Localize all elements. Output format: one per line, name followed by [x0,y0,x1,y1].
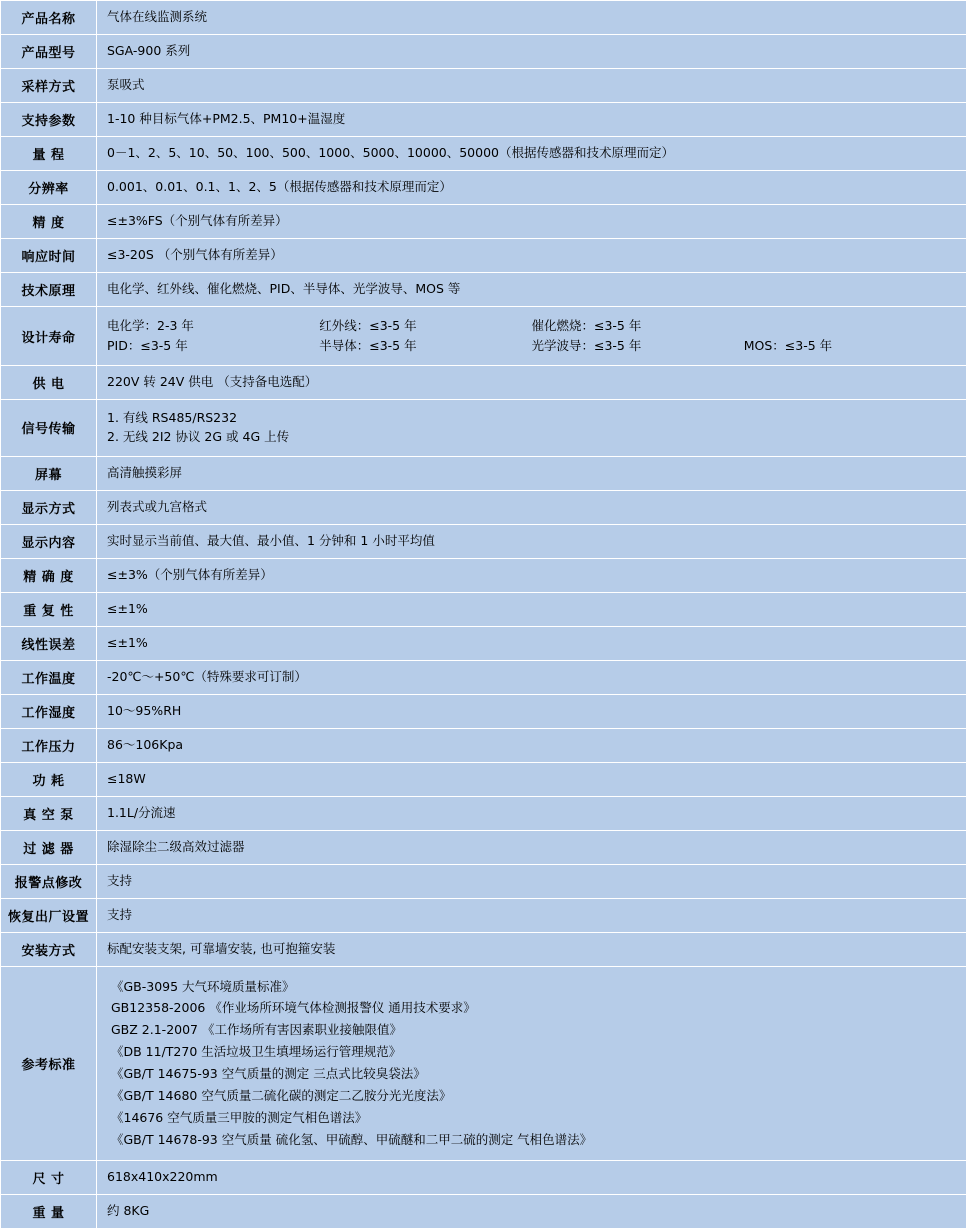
design-life-row [107,316,956,336]
row-value: 电化学、红外线、催化燃烧、PID、半导体、光学波导、MOS 等 [97,273,967,307]
row-label: 安装方式 [1,932,97,966]
table-row [1,35,967,69]
row-label: 产品名称 [1,1,97,35]
design-life-cell: MOS：≤3-5 年 [743,338,833,353]
table-row [1,728,967,762]
row-label: 显示内容 [1,524,97,558]
design-life-row [107,336,956,356]
row-value: ≤±3%（个别气体有所差异） [97,558,967,592]
table-row [1,864,967,898]
row-label: 线性误差 [1,626,97,660]
table-row [1,1194,967,1228]
row-value: 泵吸式 [97,69,967,103]
row-label: 量 程 [1,137,97,171]
table-row [1,524,967,558]
row-label: 技术原理 [1,273,97,307]
design-life-cell [744,316,956,336]
standard-line: GBZ 2.1-2007 《工作场所有害因素职业接触限值》 [111,1022,402,1038]
row-label: 信号传输 [1,400,97,457]
row-value: ≤18W [97,762,967,796]
row-value: ≤±1% [97,592,967,626]
table-row [1,69,967,103]
design-life-cell: 催化燃烧：≤3-5 年 [531,318,642,333]
row-label: 供 电 [1,366,97,400]
standard-line: 《GB-3095 大气环境质量标准》 [111,978,295,994]
spec-table-body [1,1,967,1229]
row-value: 实时显示当前值、最大值、最小值、1 分钟和 1 小时平均值 [97,524,967,558]
signal-line: 1. 有线 RS485/RS232 [107,410,238,425]
design-life-cell: 光学波导：≤3-5 年 [531,338,642,353]
row-label: 工作温度 [1,660,97,694]
row-label: 过 滤 器 [1,830,97,864]
table-row [1,932,967,966]
row-value: ≤±1% [97,626,967,660]
table-row [1,137,967,171]
design-life-cell: 红外线：≤3-5 年 [319,318,417,333]
row-label: 参考标准 [1,966,97,1160]
row-value: ≤3-20S （个别气体有所差异） [97,239,967,273]
row-label: 工作湿度 [1,694,97,728]
table-row [1,273,967,307]
table-row-design-life [1,307,967,366]
table-row-standards [1,966,967,1160]
row-value: 1-10 种目标气体+PM2.5、PM10+温湿度 [97,103,967,137]
standard-line: 《GB/T 14680 空气质量二硫化碳的测定二乙胺分光光度法》 [111,1087,452,1103]
row-label: 工作压力 [1,728,97,762]
row-label: 恢复出厂设置 [1,898,97,932]
row-value: 除湿除尘二级高效过滤器 [97,830,967,864]
table-row [1,626,967,660]
row-value: 1.1L/分流速 [97,796,967,830]
row-value: 86～106Kpa [97,728,967,762]
table-row [1,171,967,205]
row-label: 设计寿命 [1,307,97,366]
table-row [1,1160,967,1194]
row-label: 屏幕 [1,456,97,490]
row-value: ≤±3%FS（个别气体有所差异） [97,205,967,239]
table-row [1,762,967,796]
table-row [1,103,967,137]
row-value: 10～95%RH [97,694,967,728]
standard-line: 《DB 11/T270 生活垃圾卫生填埋场运行管理规范》 [111,1044,402,1060]
row-value: 支持 [97,864,967,898]
standard-line: 《GB/T 14675-93 空气质量的测定 三点式比较臭袋法》 [111,1066,426,1081]
table-row [1,592,967,626]
row-value: 220V 转 24V 供电 （支持备电选配） [97,366,967,400]
signal-line: 2. 无线 2I2 协议 2G 或 4G 上传 [107,428,290,444]
design-life-cell: 电化学：2-3 年 [107,318,194,333]
row-value [97,307,967,366]
row-value: 支持 [97,898,967,932]
row-value [97,400,967,457]
table-row [1,205,967,239]
table-row [1,660,967,694]
table-row [1,830,967,864]
row-value: 标配安装支架, 可靠墙安装, 也可抱箍安装 [97,932,967,966]
table-row [1,1,967,35]
row-value: 列表式或九宫格式 [97,490,967,524]
row-label: 显示方式 [1,490,97,524]
design-life-cell: 半导体：≤3-5 年 [319,338,417,353]
table-row [1,558,967,592]
design-life-cell: PID：≤3-5 年 [107,338,188,353]
standard-line: 《14676 空气质量三甲胺的测定气相色谱法》 [111,1109,368,1125]
row-value: 约 8KG [97,1194,967,1228]
row-value: 618x410x220mm [97,1160,967,1194]
table-row [1,456,967,490]
row-label: 精 确 度 [1,558,97,592]
row-value: 气体在线监测系统 [97,1,967,35]
row-label: 真 空 泵 [1,796,97,830]
row-value: -20℃～+50℃（特殊要求可订制） [97,660,967,694]
row-value: 0.001、0.01、0.1、1、2、5（根据传感器和技术原理而定） [97,171,967,205]
row-label: 产品型号 [1,35,97,69]
row-label: 采样方式 [1,69,97,103]
table-row-signal [1,400,967,457]
standard-line: 《GB/T 14678-93 空气质量 硫化氢、甲硫醇、甲硫醚和二甲二硫的测定 气相色谱法》 [111,1131,593,1147]
table-row [1,239,967,273]
row-label: 分辨率 [1,171,97,205]
row-value [97,966,967,1160]
row-label: 功 耗 [1,762,97,796]
standard-line: GB12358-2006 《作业场所环境气体检测报警仪 通用技术要求》 [111,1000,476,1016]
row-value: SGA-900 系列 [97,35,967,69]
row-label: 支持参数 [1,103,97,137]
row-label: 精 度 [1,205,97,239]
row-label: 响应时间 [1,239,97,273]
row-label: 重 复 性 [1,592,97,626]
row-label: 重 量 [1,1194,97,1228]
row-value: 0－1、2、5、10、50、100、500、1000、5000、10000、50000（根据传感器和技术原理而定） [97,137,967,171]
table-row [1,898,967,932]
table-row [1,366,967,400]
row-value: 高清触摸彩屏 [97,456,967,490]
table-row [1,490,967,524]
row-label: 尺 寸 [1,1160,97,1194]
table-row [1,796,967,830]
design-life-grid [107,316,956,356]
row-label: 报警点修改 [1,864,97,898]
table-row [1,694,967,728]
